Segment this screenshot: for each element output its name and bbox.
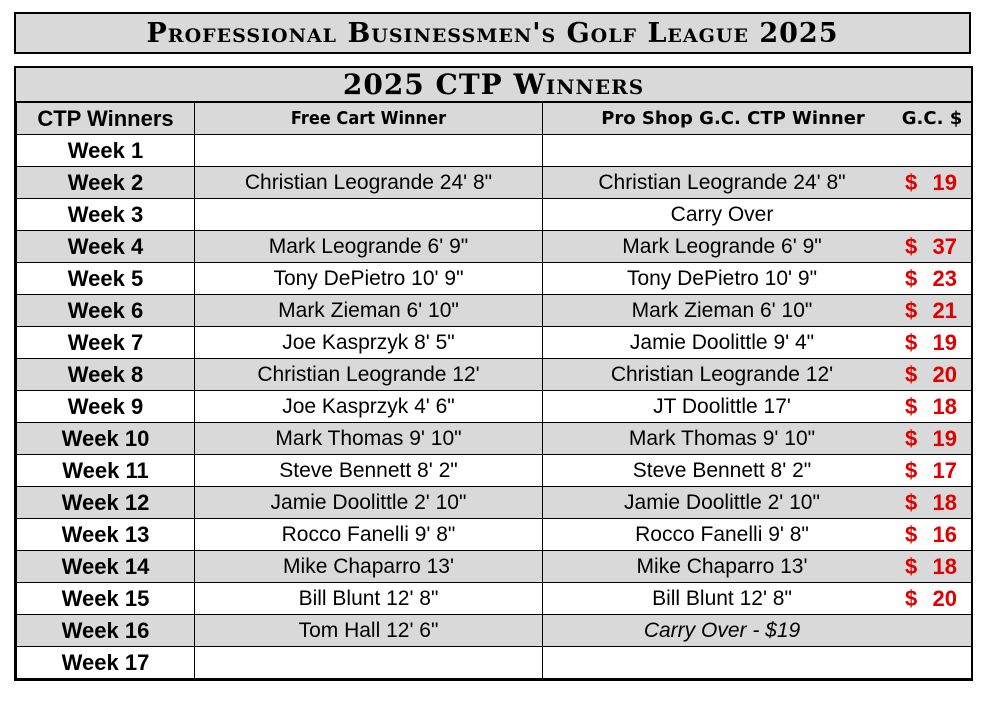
week-cell: Week 9	[17, 391, 195, 423]
currency-symbol: $	[905, 233, 918, 259]
gc-amount	[893, 458, 971, 484]
pro-shop-winner: Christian Leogrande 12'	[610, 362, 834, 386]
week-cell: Week 12	[17, 487, 195, 519]
gc-amount	[893, 394, 971, 420]
header-week: CTP Winners	[17, 103, 195, 135]
pro-shop-winner: Rocco Fanelli 9' 8"	[635, 522, 809, 546]
currency-symbol: $	[905, 393, 918, 419]
week-cell: Week 8	[17, 359, 195, 391]
currency-symbol: $	[905, 489, 918, 515]
amount-value: 17	[932, 457, 957, 483]
pro-shop-cell	[543, 199, 972, 231]
pro-shop-winner: Mark Zieman 6' 10"	[631, 298, 813, 322]
table-row	[17, 487, 972, 519]
table-row	[17, 359, 972, 391]
currency-symbol: $	[905, 553, 918, 579]
currency-symbol: $	[905, 329, 918, 355]
pro-shop-winner: Mark Thomas 9' 10"	[628, 426, 816, 450]
pro-shop-cell	[543, 519, 972, 551]
currency-symbol: $	[905, 265, 918, 291]
week-cell: Week 15	[17, 583, 195, 615]
week-cell: Week 5	[17, 263, 195, 295]
amount-value: 37	[932, 233, 957, 259]
gc-amount	[893, 490, 971, 516]
header-gc-amount: G.C. $	[901, 108, 963, 129]
table-row	[17, 295, 972, 327]
pro-shop-winner: Jamie Doolittle 2' 10"	[624, 490, 820, 514]
currency-symbol: $	[905, 585, 918, 611]
week-cell: Week 1	[17, 135, 195, 167]
free-cart-cell: Joe Kasprzyk 4' 6"	[195, 391, 543, 423]
amount-value: 19	[932, 169, 957, 195]
currency-symbol: $	[905, 425, 918, 451]
free-cart-cell: Christian Leogrande 24' 8"	[195, 167, 543, 199]
gc-amount	[893, 266, 971, 292]
pro-shop-cell	[543, 231, 972, 263]
gc-amount	[893, 234, 971, 260]
week-cell: Week 7	[17, 327, 195, 359]
amount-value: 23	[932, 265, 957, 291]
pro-shop-winner: Mike Chaparro 13'	[636, 554, 808, 578]
pro-shop-cell	[543, 615, 972, 647]
currency-symbol: $	[905, 457, 918, 483]
pro-shop-cell	[543, 295, 972, 327]
pro-shop-winner: Steve Bennett 8' 2"	[632, 458, 812, 482]
week-cell: Week 11	[17, 455, 195, 487]
table-row	[17, 327, 972, 359]
header-pro-shop-cell	[543, 103, 972, 135]
free-cart-cell: Rocco Fanelli 9' 8"	[195, 519, 543, 551]
pro-shop-winner: Jamie Doolittle 9' 4"	[629, 330, 815, 354]
sheet-subtitle: 2025 CTP Winners	[16, 68, 971, 102]
pro-shop-cell	[543, 551, 972, 583]
pro-shop-cell	[543, 391, 972, 423]
table-row	[17, 583, 972, 615]
pro-shop-cell	[543, 327, 972, 359]
pro-shop-winner: Mark Leogrande 6' 9"	[622, 234, 822, 258]
pro-shop-cell	[543, 455, 972, 487]
currency-symbol: $	[905, 521, 918, 547]
table-row	[17, 423, 972, 455]
pro-shop-winner: Carry Over - $19	[643, 618, 801, 642]
free-cart-cell	[195, 647, 543, 679]
table-row	[17, 167, 972, 199]
table-row	[17, 615, 972, 647]
pro-shop-cell	[543, 263, 972, 295]
pro-shop-winner: Christian Leogrande 24' 8"	[598, 170, 846, 194]
currency-symbol: $	[905, 361, 918, 387]
pro-shop-cell	[543, 647, 972, 679]
amount-value: 18	[932, 393, 957, 419]
free-cart-cell: Mark Zieman 6' 10"	[195, 295, 543, 327]
amount-value: 20	[932, 585, 957, 611]
pro-shop-cell	[543, 583, 972, 615]
free-cart-cell: Mark Thomas 9' 10"	[195, 423, 543, 455]
amount-value: 18	[932, 553, 957, 579]
pro-shop-winner: JT Doolittle 17'	[653, 394, 791, 418]
amount-value: 21	[932, 297, 957, 323]
table-row	[17, 519, 972, 551]
table-row	[17, 199, 972, 231]
amount-value: 18	[932, 489, 957, 515]
gc-amount	[893, 586, 971, 612]
pro-shop-cell	[543, 487, 972, 519]
header-pro-shop: Pro Shop G.C. CTP Winner	[601, 108, 865, 129]
week-cell: Week 14	[17, 551, 195, 583]
gc-amount	[893, 330, 971, 356]
pro-shop-cell	[543, 135, 972, 167]
week-cell: Week 13	[17, 519, 195, 551]
pro-shop-winner: Carry Over	[670, 202, 774, 226]
week-cell: Week 4	[17, 231, 195, 263]
free-cart-cell: Tony DePietro 10' 9"	[195, 263, 543, 295]
amount-value: 19	[932, 329, 957, 355]
free-cart-cell	[195, 135, 543, 167]
free-cart-cell: Tom Hall 12' 6"	[195, 615, 543, 647]
free-cart-cell: Jamie Doolittle 2' 10"	[195, 487, 543, 519]
week-cell: Week 3	[17, 199, 195, 231]
pro-shop-winner: Tony DePietro 10' 9"	[626, 266, 818, 290]
table-row	[17, 647, 972, 679]
week-cell: Week 16	[17, 615, 195, 647]
table-row	[17, 455, 972, 487]
amount-value: 19	[932, 425, 957, 451]
table-row	[17, 391, 972, 423]
header-row	[17, 103, 972, 135]
header-free-cart: Free Cart Winner	[195, 103, 543, 135]
table-row	[17, 551, 972, 583]
free-cart-cell: Steve Bennett 8' 2"	[195, 455, 543, 487]
free-cart-cell: Bill Blunt 12' 8"	[195, 583, 543, 615]
week-cell: Week 10	[17, 423, 195, 455]
pro-shop-cell	[543, 423, 972, 455]
week-cell: Week 2	[17, 167, 195, 199]
gc-amount	[893, 362, 971, 388]
amount-value: 20	[932, 361, 957, 387]
table-row	[17, 263, 972, 295]
amount-value: 16	[932, 521, 957, 547]
free-cart-cell: Joe Kasprzyk 8' 5"	[195, 327, 543, 359]
week-cell: Week 6	[17, 295, 195, 327]
league-title: Professional Businessmen's Golf League 2025	[14, 12, 971, 54]
week-cell: Week 17	[17, 647, 195, 679]
gc-amount	[893, 170, 971, 196]
ctp-sheet	[14, 66, 973, 681]
table-row	[17, 135, 972, 167]
pro-shop-winner: Bill Blunt 12' 8"	[652, 586, 792, 610]
gc-amount	[893, 554, 971, 580]
free-cart-cell: Mark Leogrande 6' 9"	[195, 231, 543, 263]
currency-symbol: $	[905, 169, 918, 195]
free-cart-cell: Christian Leogrande 12'	[195, 359, 543, 391]
pro-shop-cell	[543, 359, 972, 391]
gc-amount	[893, 298, 971, 324]
free-cart-cell	[195, 199, 543, 231]
gc-amount	[893, 426, 971, 452]
pro-shop-cell	[543, 167, 972, 199]
gc-amount	[893, 522, 971, 548]
currency-symbol: $	[905, 297, 918, 323]
ctp-table	[16, 102, 972, 679]
table-row	[17, 231, 972, 263]
free-cart-cell: Mike Chaparro 13'	[195, 551, 543, 583]
